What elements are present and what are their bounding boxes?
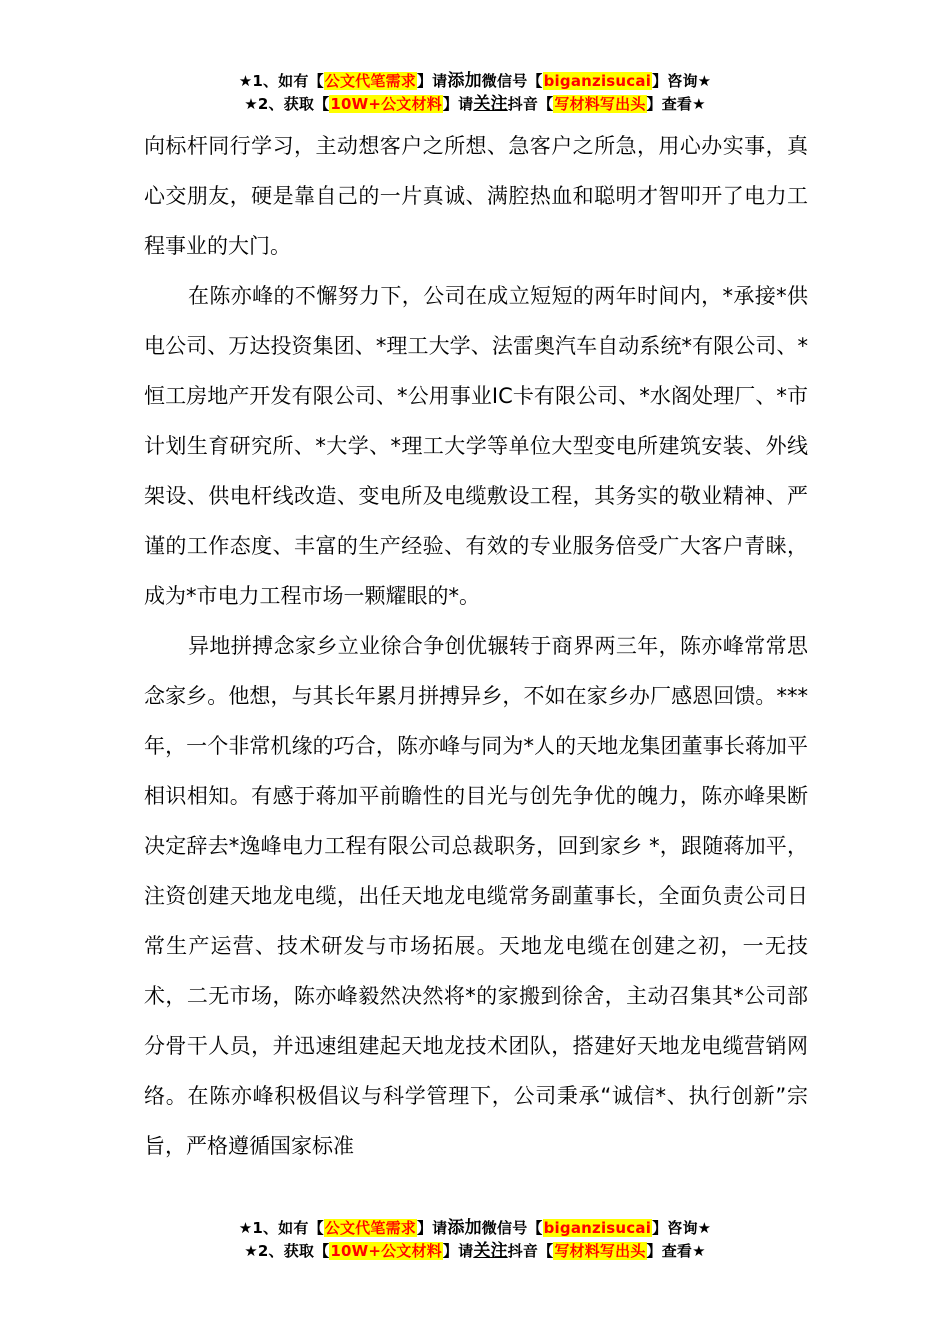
promo-footer: [0, 1217, 950, 1263]
paragraph-1: 向标杆同行学习，主动想客户之所想、急客户之所急，用心办实事，真心交朋友，硬是靠自己的一片真诚、满腔热血和聪明才智叩开了电力工程事业的大门。: [144, 134, 808, 258]
document-body: [144, 121, 808, 1171]
promo-footer-line-2-mid: 】请: [442, 1242, 474, 1260]
promo-line-1-wechat-id: biganzisucai: [543, 72, 652, 90]
promo-footer-line-1-mid: 】请: [416, 1219, 448, 1237]
promo-line-1: [0, 70, 950, 93]
paragraph-3: 异地拼搏念家乡立业徐合争创优辗转于商界两三年，陈亦峰常常思念家乡。他想，与其长年累月拼搏异乡，不如在家乡办厂感恩回馈。***年，一个非常机缘的巧合，陈亦峰与同为*人的天地龙集团董事长蒋加平相识相知。有感于蒋加平前瞻性的目光与创先争优的魄力，陈亦峰果断决定辞去*逸峰电力工程有限公司总裁职务，回到家乡 *，跟随蒋加平，注资创建天地龙电缆，出任天地龙电缆常务副董事长，全面负责公司日常生产运营、技术研发与市场拓展。天地龙电缆在创建之初，一无技术，二无市场，陈亦峰毅然决然将*的家搬到徐舍，主动召集其*公司部分骨干人员，并迅速组建起天地龙技术团队，搭建好天地龙电缆营销网络。在陈亦峰积极倡议与科学管理下，公司秉承“诚信*、执行创新”宗旨，严格遵循国家标准: [144, 634, 808, 1158]
paragraph-2: 在陈亦峰的不懈努力下，公司在成立短短的两年时间内，*承接*供电公司、万达投资集团、*理工大学、法雷奥汽车自动系统*有限公司、*恒工房地产开发有限公司、*公用事业IC卡有限公司、*水阁处理厂、*市计划生育研究所、*大学、*理工大学等单位大型变电所建筑安装、外线架设、供电杆线改造、变电所及电缆敷设工程，其务实的敬业精神、严谨的工作态度、丰富的生产经验、有效的专业服务倍受广大客户青睐，成为*市电力工程市场一颗耀眼的*。: [144, 284, 808, 608]
promo-line-1-prefix: ★1、如有【: [238, 72, 324, 90]
promo-footer-line-1-emphasis: 添加: [447, 1218, 482, 1238]
promo-line-2-prefix: ★2、获取【: [244, 95, 330, 113]
promo-line-2-mid: 】请: [442, 95, 474, 113]
promo-footer-line-2-suffix: 】查看★: [646, 1242, 706, 1260]
promo-line-1-highlight-service: 公文代笔需求: [324, 72, 416, 90]
promo-footer-line-1-suffix: 】咨询★: [652, 1219, 712, 1237]
promo-footer-line-1-highlight-service: 公文代笔需求: [324, 1219, 416, 1237]
promo-line-1-suffix: 】咨询★: [652, 72, 712, 90]
promo-footer-line-1-prefix: ★1、如有【: [238, 1219, 324, 1237]
promo-footer-line-2-prefix: ★2、获取【: [244, 1242, 330, 1260]
promo-line-2-mid2: 抖音【: [507, 95, 554, 113]
promo-footer-line-1-wechat-id: biganzisucai: [543, 1219, 652, 1237]
promo-line-2-douyin-id: 写材料写出头: [554, 95, 646, 113]
promo-line-1-mid2: 微信号【: [481, 72, 543, 90]
promo-footer-line-2-emphasis: 关注: [473, 1241, 508, 1261]
promo-line-2: [0, 93, 950, 116]
promo-footer-line-2: [0, 1240, 950, 1263]
promo-footer-line-2-douyin-id: 写材料写出头: [554, 1242, 646, 1260]
promo-line-1-emphasis: 添加: [447, 71, 482, 91]
promo-line-2-highlight-materials: 10W+公文材料: [330, 95, 442, 113]
promo-line-1-mid: 】请: [416, 72, 448, 90]
promo-header: [0, 70, 950, 116]
promo-footer-line-2-highlight-materials: 10W+公文材料: [330, 1242, 442, 1260]
promo-line-2-suffix: 】查看★: [646, 95, 706, 113]
promo-line-2-emphasis: 关注: [473, 94, 508, 114]
promo-footer-line-1-mid2: 微信号【: [481, 1219, 543, 1237]
promo-footer-line-1: [0, 1217, 950, 1240]
promo-footer-line-2-mid2: 抖音【: [507, 1242, 554, 1260]
